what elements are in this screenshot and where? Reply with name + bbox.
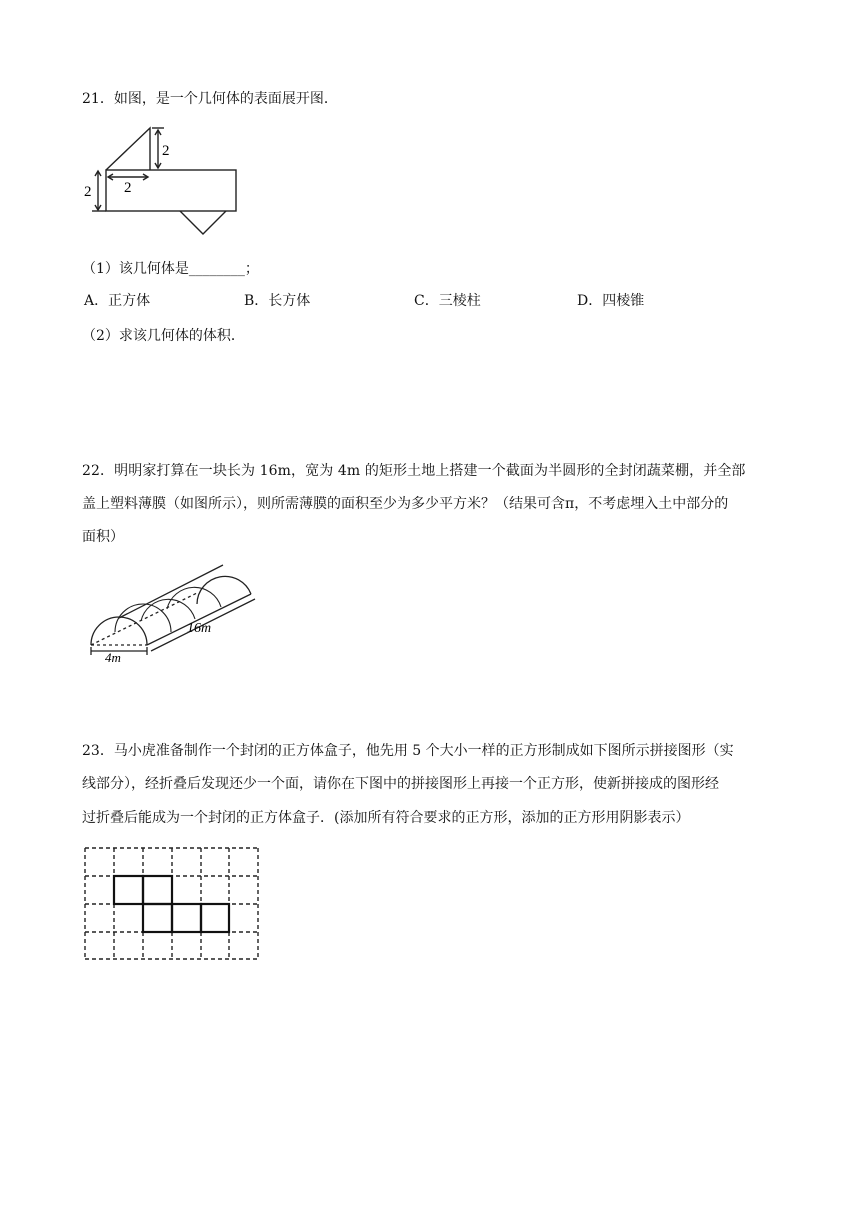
q23-line2: 线部分），经折叠后发现还少一个面，请你在下图中的拼接图形上再接一个正方形，使新拼接成的图形经 <box>82 776 719 792</box>
q21-option-d[interactable]: D．四棱锥 <box>577 293 645 309</box>
q22-greenhouse-figure <box>85 559 260 664</box>
dim-label-left: 2 <box>84 184 92 200</box>
q21-option-c[interactable]: C．三棱柱 <box>414 293 481 309</box>
net-bottom-triangle <box>180 211 226 234</box>
dim-label-length: 16m <box>187 621 212 636</box>
dim-label-inner: 2 <box>124 180 132 196</box>
q21-part2: （2）求该几何体的体积． <box>82 328 245 344</box>
q21-option-b[interactable]: B．长方体 <box>244 293 311 309</box>
q22-line3: 面积） <box>82 529 124 545</box>
net-top-triangle <box>106 128 150 170</box>
q21-option-a[interactable]: A．正方体 <box>84 293 151 309</box>
q23-grid-figure[interactable] <box>84 847 260 961</box>
q23-line1: 23．马小虎准备制作一个封闭的正方体盒子，他先用 5 个大小一样的正方形制成如下图所示拼接图形（实 <box>82 743 734 759</box>
q22-line1: 22．明明家打算在一块长为 16m，宽为 4m 的矩形土地上搭建一个截面为半圆形的全封闭蔬菜棚，并全部 <box>82 463 746 479</box>
q23-line3: 过折叠后能成为一个封闭的正方体盒子．(添加所有符合要求的正方形，添加的正方形用阴影表示） <box>82 810 690 826</box>
q21-stem: 21．如图，是一个几何体的表面展开图． <box>82 91 338 107</box>
solid-net <box>114 876 229 932</box>
q21-part1: （1）该几何体是________； <box>82 261 259 277</box>
dim-label-width: 4m <box>105 650 121 664</box>
dim-label-top: 2 <box>162 143 170 159</box>
q21-net-figure <box>80 122 250 244</box>
q22-line2: 盖上塑料薄膜（如图所示），则所需薄膜的面积至少为多少平方米？（结果可含π，不考虑埋入土中部分的 <box>82 496 729 512</box>
